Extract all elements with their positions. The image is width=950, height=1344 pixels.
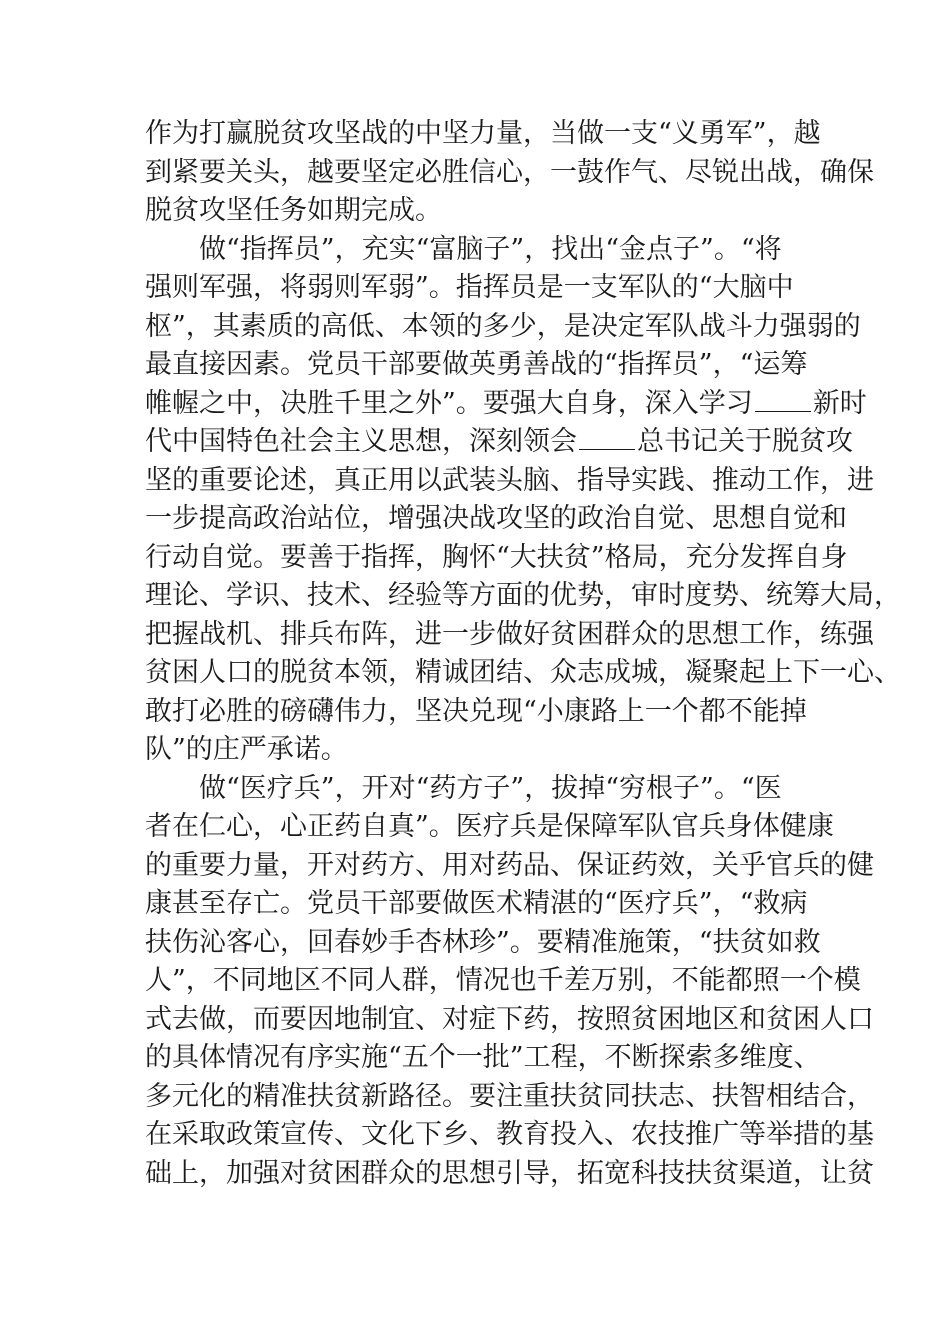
text-line: 脱贫攻坚任务如期完成。: [145, 195, 442, 226]
text-line: 贫困人口的脱贫本领，精诚团结、众志成城，凝聚起上下一心、: [145, 657, 901, 688]
text-segment: 帷幄之中，决胜千里之外”。要强大自身，深入学习: [145, 387, 753, 419]
text-line: 做“医疗兵”，开对“药方子”，拔掉“穷根子”。“医: [199, 772, 782, 804]
text-line: 坚的重要论述，真正用以武装头脑、指导实践、推动工作，进: [145, 464, 874, 496]
text-segment: 总书记关于脱贫攻: [637, 426, 853, 457]
text-line-with-blank: [145, 423, 853, 462]
text-line: 作为打赢脱贫攻坚战的中坚力量，当做一支“义勇军”，越: [145, 118, 821, 149]
text-line: 扶伤沁客心，回春妙手杏林珍”。要精准施策，“扶贫如救: [145, 926, 821, 958]
text-line: 在采取政策宣传、文化下乡、教育投入、农技推广等举措的基: [145, 1119, 874, 1150]
paragraph-1: [145, 115, 874, 231]
text-line: 的具体情况有序实施“五个一批”工程，不断探索多维度、: [145, 1042, 821, 1073]
text-line: 把握战机、排兵布阵，进一步做好贫困群众的思想工作，练强: [145, 618, 874, 650]
redacted-blank: [579, 427, 635, 450]
text-line: 做“指挥员”，充实“富脑子”，找出“金点子”。“将: [199, 233, 782, 265]
document-body: [145, 115, 901, 1193]
text-line: 者在仁心，心正药自真”。医疗兵是保障军队官兵身体健康: [145, 811, 834, 842]
text-line: 最直接因素。党员干部要做英勇善战的“指挥员”，“运筹: [145, 349, 808, 380]
text-line: 的重要力量，开对药方、用对药品、保证药效，关乎官兵的健: [145, 849, 874, 881]
text-line: 理论、学识、技术、经验等方面的优势，审时度势、统筹大局，: [145, 580, 901, 611]
text-line: 到紧要关头，越要坚定必胜信心，一鼓作气、尽锐出战，确保: [145, 156, 874, 188]
paragraph-2: [145, 231, 901, 770]
text-line: 枢”，其素质的高低、本领的多少，是决定军队战斗力强弱的: [145, 310, 861, 342]
text-line: 行动自觉。要善于指挥，胸怀“大扶贫”格局，充分发挥自身: [145, 541, 848, 573]
paragraph-3: [145, 770, 874, 1194]
text-line: 多元化的精准扶贫新路径。要注重扶贫同扶志、扶智相结合，: [145, 1080, 874, 1112]
text-line: 队”的庄严承诺。: [145, 734, 348, 765]
text-line: 康甚至存亡。党员干部要做医术精湛的“医疗兵”，“救病: [145, 888, 808, 919]
redacted-blank: [755, 389, 811, 412]
text-segment: 代中国特色社会主义思想，深刻领会: [145, 426, 577, 457]
text-line-with-blank: [145, 385, 867, 424]
text-line: 人”，不同地区不同人群，情况也千差万别，不能都照一个模: [145, 965, 861, 996]
text-line: 式去做，而要因地制宜、对症下药，按照贫困地区和贫困人口: [145, 1003, 874, 1035]
text-line: 强则军强，将弱则军弱”。指挥员是一支军队的“大脑中: [145, 272, 794, 303]
text-segment: 新时: [812, 387, 867, 419]
text-line: 础上，加强对贫困群众的思想引导，拓宽科技扶贫渠道，让贫: [145, 1157, 874, 1189]
text-line: 敢打必胜的磅礴伟力，坚决兑现“小康路上一个都不能掉: [145, 695, 807, 727]
text-line: 一步提高政治站位，增强决战攻坚的政治自觉、思想自觉和: [145, 503, 847, 534]
